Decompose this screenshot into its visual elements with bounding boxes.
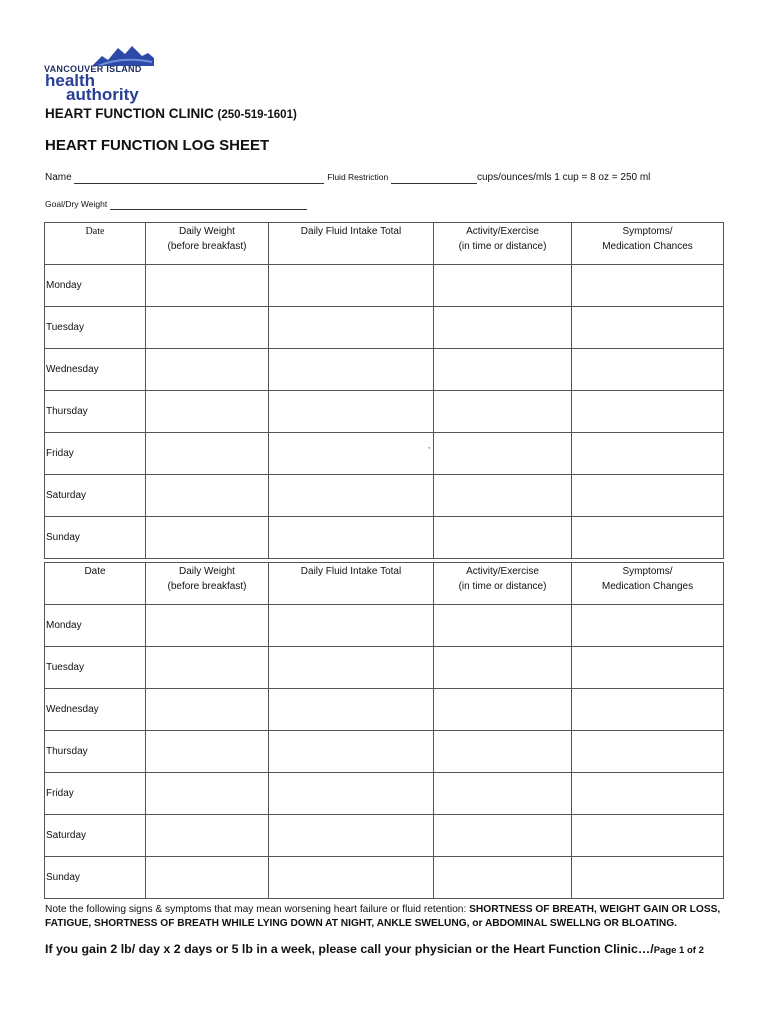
fluid-restriction-label: Fluid Restriction: [327, 172, 389, 182]
symptoms-cell[interactable]: [572, 391, 724, 433]
table-row: [45, 475, 724, 517]
clinic-heading: [45, 106, 297, 121]
symptoms-cell[interactable]: [572, 605, 724, 647]
activity-cell[interactable]: [434, 605, 572, 647]
logo-text-region: VANCOUVER ISLAND: [44, 64, 142, 74]
symptoms-cell[interactable]: [572, 857, 724, 899]
fluid-cell[interactable]: [269, 475, 434, 517]
symptoms-cell[interactable]: [572, 433, 724, 475]
day-label: Wednesday: [45, 689, 146, 731]
table-row: [45, 689, 724, 731]
weight-gain-warning: [45, 942, 704, 956]
weight-cell[interactable]: [146, 857, 269, 899]
day-label: Sunday: [45, 517, 146, 559]
col-header-weight: Daily Weight (before breakfast): [146, 563, 269, 605]
fluid-cell[interactable]: [269, 265, 434, 307]
logo-text-health: health: [45, 71, 96, 90]
warning-text: If you gain 2 lb/ day x 2 days or 5 lb in a week, please call your physician or the Heart Function Clinic…/: [45, 942, 654, 956]
table-header-row: [45, 563, 724, 605]
activity-cell[interactable]: [434, 857, 572, 899]
symptoms-cell[interactable]: [572, 475, 724, 517]
stray-mark: ,: [428, 441, 431, 450]
day-label: Tuesday: [45, 647, 146, 689]
page-number: Page 1 of 2: [653, 945, 704, 956]
fluid-restriction-field[interactable]: [391, 172, 477, 184]
col-header-fluid: Daily Fluid Intake Total: [269, 223, 434, 265]
log-table-week-1: [44, 222, 724, 559]
goal-weight-label: Goal/Dry Weight: [45, 199, 108, 209]
weight-cell[interactable]: [146, 265, 269, 307]
name-field[interactable]: [74, 172, 324, 184]
log-table-week-2: [44, 562, 724, 899]
col-header-activity: Activity/Exercise (in time or distance): [434, 563, 572, 605]
col-header-date: Date: [45, 223, 146, 265]
table-row: [45, 517, 724, 559]
day-label: Monday: [45, 265, 146, 307]
symptoms-cell[interactable]: [572, 773, 724, 815]
day-label: Monday: [45, 605, 146, 647]
col-header-activity: Activity/Exercise (in time or distance): [434, 223, 572, 265]
activity-cell[interactable]: [434, 433, 572, 475]
activity-cell[interactable]: [434, 689, 572, 731]
weight-cell[interactable]: [146, 605, 269, 647]
day-label: Friday: [45, 773, 146, 815]
activity-cell[interactable]: [434, 815, 572, 857]
symptoms-cell[interactable]: [572, 647, 724, 689]
day-label: Thursday: [45, 391, 146, 433]
symptoms-cell[interactable]: [572, 689, 724, 731]
table-row: [45, 731, 724, 773]
fluid-cell[interactable]: [269, 391, 434, 433]
activity-cell[interactable]: [434, 773, 572, 815]
weight-cell[interactable]: [146, 773, 269, 815]
activity-cell[interactable]: [434, 265, 572, 307]
symptoms-cell[interactable]: [572, 265, 724, 307]
note-intro: Note the following signs & symptoms that may mean worsening heart failure or fluid retention:: [45, 904, 470, 915]
table-row: [45, 605, 724, 647]
fluid-cell[interactable]: [269, 517, 434, 559]
col-header-symptoms: Symptoms/ Medication Chances: [572, 223, 724, 265]
table-row: [45, 773, 724, 815]
day-label: Thursday: [45, 731, 146, 773]
col-header-date: Date: [45, 563, 146, 605]
fluid-cell[interactable]: [269, 605, 434, 647]
health-authority-logo: [44, 44, 164, 104]
col-header-weight: Daily Weight (before breakfast): [146, 223, 269, 265]
weight-cell[interactable]: [146, 391, 269, 433]
symptoms-cell[interactable]: [572, 731, 724, 773]
day-label: Saturday: [45, 815, 146, 857]
units-label: cups/ounces/mls 1 cup = 8 oz = 250 ml: [476, 172, 651, 183]
col-header-symptoms: Symptoms/ Medication Changes: [572, 563, 724, 605]
day-label: Wednesday: [45, 349, 146, 391]
activity-cell[interactable]: [434, 517, 572, 559]
weight-cell[interactable]: [146, 307, 269, 349]
note-symptoms-list: SHORTNESS OF BREATH, WEIGHT GAIN OR LOSS, FATIGUE, SHORTNESS OF BREATH WHILE LYING DOWN AT NIGHT, ANKLE SWELUNG, or ABDOMINAL SWELLNG OR BLOATING.: [45, 904, 721, 929]
symptoms-note: [45, 903, 735, 931]
table-row: [45, 349, 724, 391]
table-row: [45, 391, 724, 433]
name-label: Name: [45, 172, 72, 183]
activity-cell[interactable]: [434, 391, 572, 433]
table-row: [45, 647, 724, 689]
table-row: [45, 307, 724, 349]
table-row: [45, 815, 724, 857]
clinic-name: HEART FUNCTION CLINIC: [45, 106, 214, 121]
table-row: [45, 433, 724, 475]
goal-weight-row: [45, 199, 307, 210]
fluid-cell[interactable]: [269, 815, 434, 857]
symptoms-cell[interactable]: [572, 307, 724, 349]
activity-cell[interactable]: [434, 475, 572, 517]
weight-cell[interactable]: [146, 475, 269, 517]
page-title: HEART FUNCTION LOG SHEET: [45, 137, 270, 154]
goal-weight-field[interactable]: [110, 199, 307, 210]
fluid-cell[interactable]: [269, 731, 434, 773]
activity-cell[interactable]: [434, 647, 572, 689]
day-label: Saturday: [45, 475, 146, 517]
fluid-cell[interactable]: [269, 647, 434, 689]
symptoms-cell[interactable]: [572, 815, 724, 857]
weight-cell[interactable]: [146, 815, 269, 857]
logo-text-authority: authority: [66, 85, 139, 104]
weight-cell[interactable]: [146, 647, 269, 689]
fluid-cell[interactable]: [269, 307, 434, 349]
mountain-logo-icon: [92, 44, 154, 66]
weight-cell[interactable]: [146, 517, 269, 559]
day-label: Tuesday: [45, 307, 146, 349]
activity-cell[interactable]: [434, 731, 572, 773]
name-fluid-row: [45, 172, 650, 184]
col-header-fluid: Daily Fluid Intake Total: [269, 563, 434, 605]
symptoms-cell[interactable]: [572, 517, 724, 559]
activity-cell[interactable]: [434, 349, 572, 391]
clinic-phone: (250-519-1601): [217, 109, 297, 121]
symptoms-cell[interactable]: [572, 349, 724, 391]
table-row: [45, 857, 724, 899]
weight-cell[interactable]: [146, 731, 269, 773]
table-header-row: [45, 223, 724, 265]
weight-cell[interactable]: [146, 433, 269, 475]
fluid-cell[interactable]: [269, 773, 434, 815]
fluid-cell[interactable]: [269, 349, 434, 391]
fluid-cell[interactable]: [269, 433, 434, 475]
day-label: Sunday: [45, 857, 146, 899]
fluid-cell[interactable]: [269, 689, 434, 731]
fluid-cell[interactable]: [269, 857, 434, 899]
weight-cell[interactable]: [146, 349, 269, 391]
day-label: Friday: [45, 433, 146, 475]
weight-cell[interactable]: [146, 689, 269, 731]
table-row: [45, 265, 724, 307]
activity-cell[interactable]: [434, 307, 572, 349]
